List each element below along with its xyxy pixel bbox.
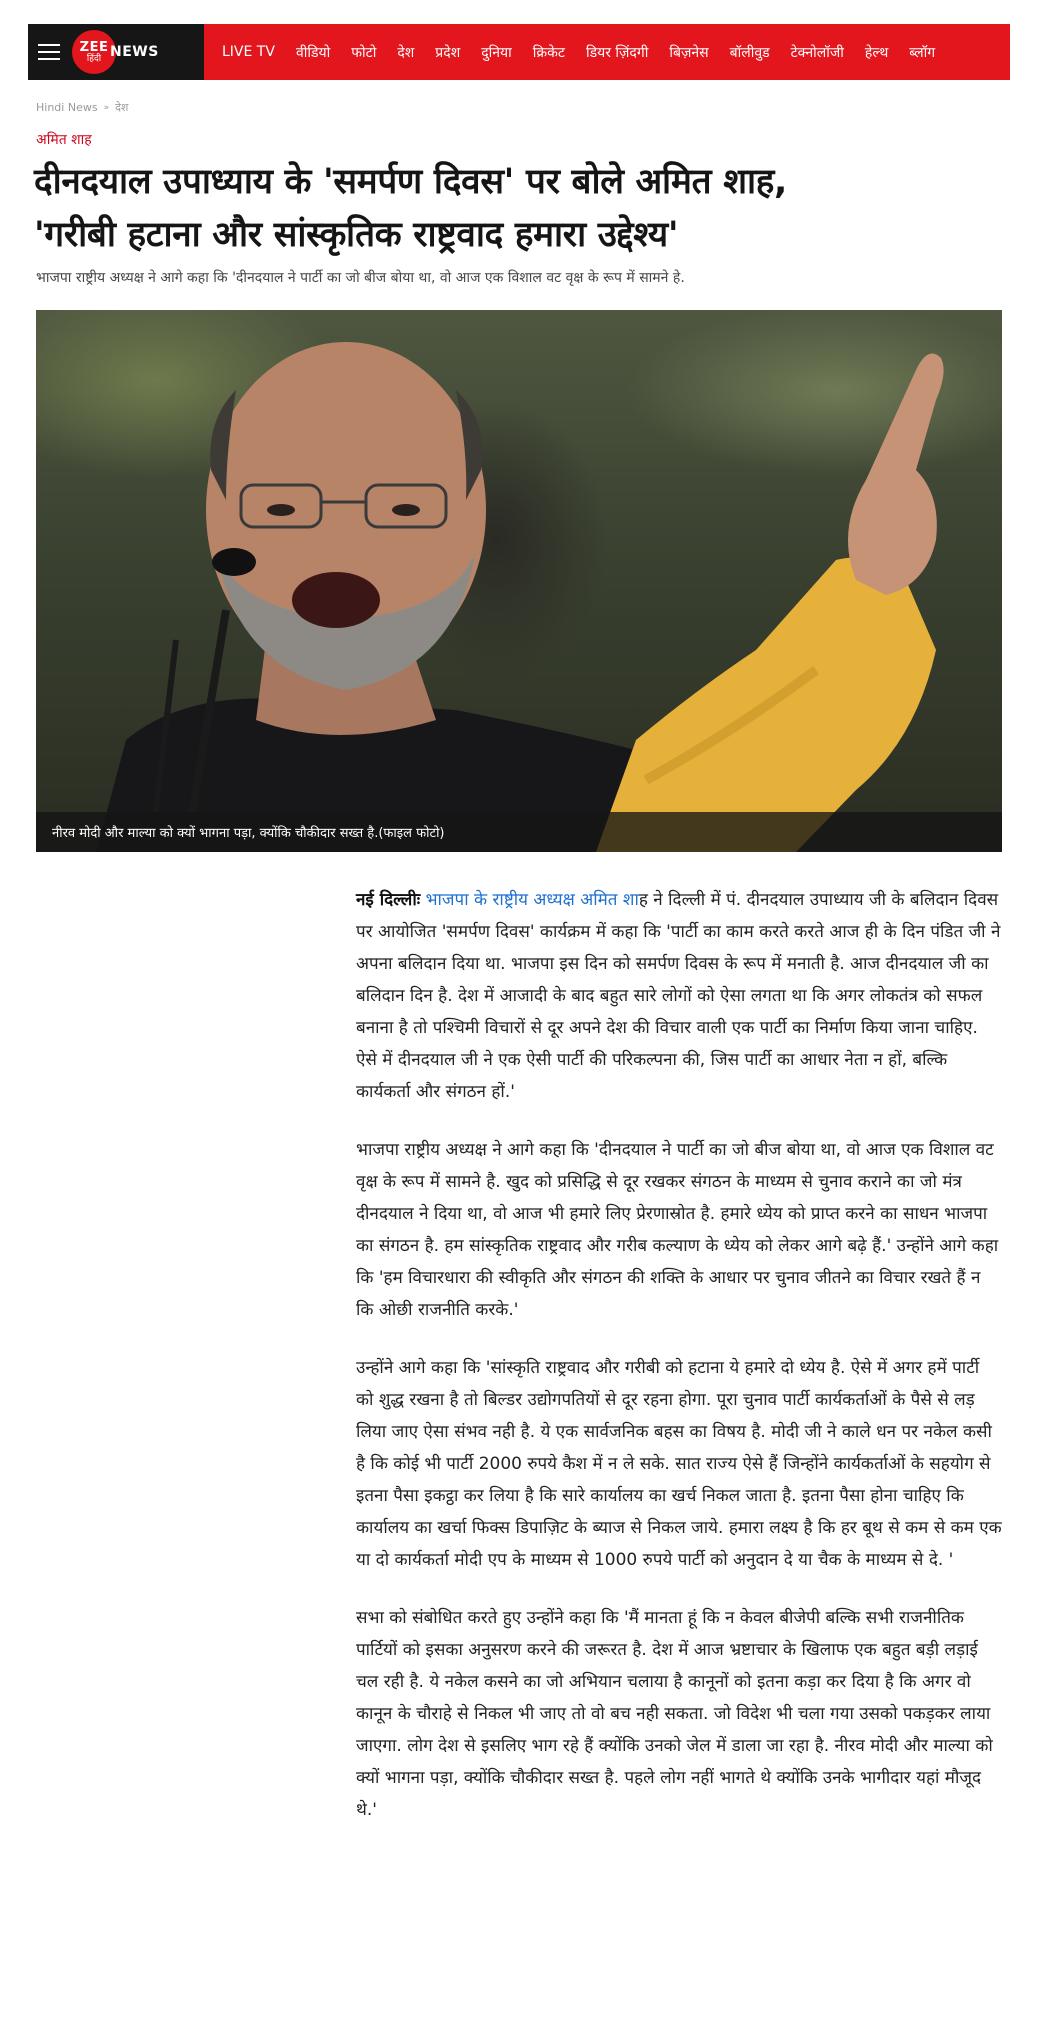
article-paragraph-1 <box>356 884 1002 1108</box>
nav-duniya[interactable]: दुनिया <box>481 44 512 61</box>
article-kicker[interactable]: अमित शाह <box>36 132 92 148</box>
breadcrumb-separator: » <box>103 102 110 113</box>
nav-technology[interactable]: टेक्नोलॉजी <box>790 44 844 61</box>
nav-health[interactable]: हेल्थ <box>864 44 889 61</box>
article-title <box>34 156 994 262</box>
breadcrumb-section[interactable]: देश <box>115 101 129 114</box>
site-logo[interactable] <box>72 30 159 74</box>
lead-link[interactable]: भाजपा के राष्ट्रीय अध्यक्ष अमित शा <box>425 890 639 910</box>
hero-image <box>36 310 1002 852</box>
nav-cricket[interactable]: क्रिकेट <box>532 44 565 61</box>
main-nav <box>204 24 956 80</box>
breadcrumb-home[interactable]: Hindi News <box>36 101 98 114</box>
brand-block <box>28 24 204 80</box>
nav-pradesh[interactable]: प्रदेश <box>435 44 461 61</box>
nav-live-tv[interactable]: LIVE TV <box>222 44 275 60</box>
nav-bollywood[interactable]: बॉलीवुड <box>729 44 770 61</box>
logo-lang-text: हिंदी <box>86 53 102 64</box>
logo-brand-text: ZEE <box>79 39 109 55</box>
nav-desh[interactable]: देश <box>397 44 415 61</box>
nav-blog[interactable]: ब्लॉग <box>909 44 936 61</box>
article-paragraph-3: उन्होंने आगे कहा कि 'सांस्कृति राष्ट्रवाद और गरीबी को हटाना ये हमारे दो ध्येय है. ऐसे में अगर हमें पार्टी को शुद्ध रखना है तो बिल्डर उद्योगपतियों से दूर रहना होगा. पूरा चुनाव पार्टी कार्यकर्ताओं के पैसे से लड़ लिया जाए ऐसा संभव नही है. ये एक सार्वजनिक बहस का विषय है. मोदी जी ने काले धन पर नकेल कसी है कि कोई भी पार्टी 2000 रुपये कैश में न ले सके. सात राज्य ऐसे हैं जिन्होंने कार्यकर्ताओं के सहयोग से इतना पैसा इकट्ठा कर लिया है कि सारे कार्यालय का खर्च निकल जाता है. इतना पैसा होना चाहिए कि कार्यालय का खर्चा फिक्स डिपाज़िट के ब्याज से निकल जाये. हमारा लक्ष्य है कि हर बूथ से कम से कम एक या दो कार्यकर्ता मोदी एप के माध्यम से 1000 रुपये पार्टी को अनुदान दे या चैक के माध्यम से दे. ' <box>356 1358 1002 1570</box>
hero-photo-illustration <box>36 310 1002 852</box>
nav-video[interactable]: वीडियो <box>295 44 331 61</box>
site-header <box>28 24 1010 80</box>
image-caption: नीरव मोदी और माल्या को क्यों भागना पड़ा, क्योंकि चौकीदार सख्त है.(फाइल फोटो) <box>36 812 1002 852</box>
nav-dear-zindagi[interactable]: डियर ज़िंदगी <box>585 44 649 61</box>
title-line-1: दीनदयाल उपाध्याय के 'समर्पण दिवस' पर बोले अमित शाह, <box>34 162 788 202</box>
dateline: नई दिल्लीः <box>356 890 421 910</box>
nav-business[interactable]: बिज़नेस <box>669 44 709 61</box>
nav-photo[interactable]: फोटो <box>351 44 377 61</box>
article-paragraph-2: भाजपा राष्ट्रीय अध्यक्ष ने आगे कहा कि 'दीनदयाल ने पार्टी का जो बीज बोया था, वो आज एक विशाल वट वृक्ष के रूप में सामने है. खुद को प्रसिद्धि से दूर रखकर संगठन के माध्यम से चुनाव कराने का जो मंत्र दीनदयाल ने दिया था, वो आज भी हमारे लिए प्रेरणास्रोत है. हमारे ध्येय को प्राप्त करने का साधन भाजपा का संगठन है. हम सांस्कृतिक राष्ट्रवाद और गरीब कल्याण के ध्येय को लेकर आगे बढ़े हैं.' उन्होंने आगे कहा कि 'हम विचारधारा की स्वीकृति और संगठन की शक्ति के आधार पर चुनाव जीतने का विचार रखते हैं न कि ओछी राजनीति करके.' <box>356 1140 999 1320</box>
title-line-2: 'गरीबी हटाना और सांस्कृतिक राष्ट्रवाद हमारा उद्देश्य' <box>34 215 679 255</box>
hamburger-menu-icon[interactable] <box>38 44 60 60</box>
article-paragraph-4: सभा को संबोधित करते हुए उन्होंने कहा कि 'मैं मानता हूं कि न केवल बीजेपी बल्कि सभी राजनीतिक पार्टियों को इसका अनुसरण करने की जरूरत है. देश में आज भ्रष्टाचार के खिलाफ एक बहुत बड़ी लड़ाई चल रही है. ये नकेल कसने का जो अभियान चलाया है कानूनों को इतना कड़ा कर दिया है कि अगर वो कानून के चौराहे से निकल भी जाए तो वो बच नही सकता. जो विदेश भी चला गया उसको पकड़कर लाया जाएगा. लोग देश से इसलिए भाग रहे हैं क्योंकि उनको जेल में डाला जा रहा है. नीरव मोदी और माल्या को क्यों भागना पड़ा, क्योंकि चौकीदार सख्त है. पहले लोग नहीं भागते थे क्योंकि उनके भागीदार यहां मौजूद थे.' <box>356 1608 993 1820</box>
article-body <box>356 884 1002 1852</box>
breadcrumb <box>36 100 128 115</box>
logo-news-text: NEWS <box>110 44 159 60</box>
article-summary: भाजपा राष्ट्रीय अध्यक्ष ने आगे कहा कि 'दीनदयाल ने पार्टी का जो बीज बोया था, वो आज एक विशाल वट वृक्ष के रूप में सामने हे. <box>36 270 685 286</box>
paragraph-1-text: ह ने दिल्ली में पं. दीनदयाल उपाध्याय जी के बलिदान दिवस पर आयोजित 'समर्पण दिवस' कार्यक्रम में कहा कि 'पार्टी का काम करते करते आज ही के दिन पंडित जी ने अपना बलिदान दिया था. भाजपा इस दिन को समर्पण दिवस के रूप में मनाती है. आज दीनदयाल जी का बलिदान दिन है. देश में आजादी के बाद बहुत सारे लोगों को ऐसा लगता था कि अगर लोकतंत्र को सफल बनाना है तो पश्चिमी विचारों से दूर अपने देश की विचार वाली एक पार्टी का निर्माण किया जाना चाहिए. ऐसे में दीनदयाल जी ने एक ऐसी पार्टी की परिकल्पना की, जिस पार्टी का आधार नेता न हों, बल्कि कार्यकर्ता और संगठन हों.' <box>356 890 1001 1102</box>
